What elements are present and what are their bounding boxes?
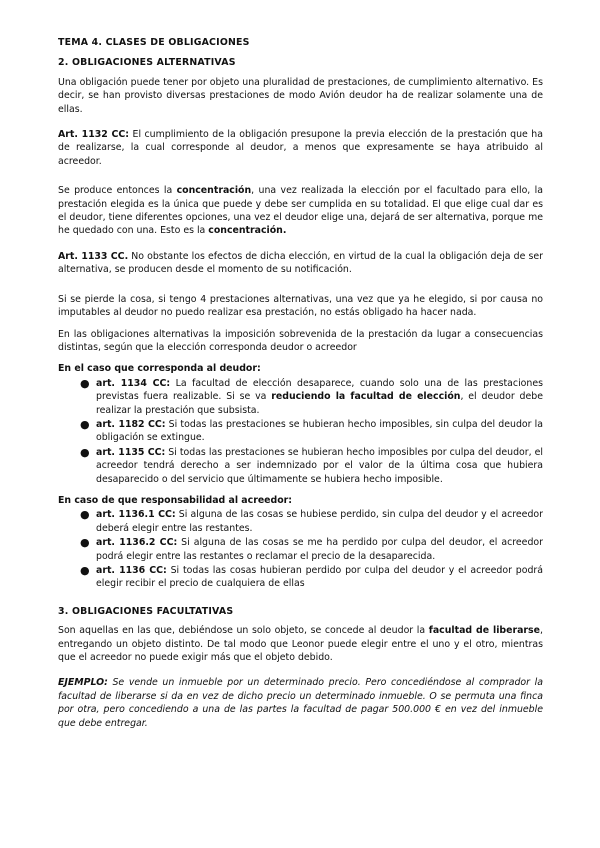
bullet-icon: ● <box>80 376 90 390</box>
article-text: Si todas las prestaciones se hubieran hecho imposibles por culpa del deudor, el acreedor tendrá derecho a ser indemnizado por el valor de la última cosa que hubiera desaparecido o del servicio que últimamente se hubiera hecho imposible. <box>96 446 543 485</box>
article-text: La facultad de elección desaparece, cuando solo una de las prestaciones previstas fuera realizable. Si se va <box>96 377 544 403</box>
article-label: art. 1136.1 CC: <box>96 509 176 521</box>
article-label: Art. 1132 CC: <box>58 129 130 141</box>
paragraph-imposicion: En las obligaciones alternativas la imposición sobrevenida de la prestación da lugar a consecuencias distintas, según que la elección corresponda deudor o acreedor <box>58 328 543 353</box>
bullet-icon: ● <box>80 564 90 577</box>
paragraph-art-1133 <box>58 250 543 277</box>
bullet-icon: ● <box>80 445 90 459</box>
bullet-icon: ● <box>80 417 90 431</box>
bullet-icon: ● <box>80 508 90 522</box>
list-item <box>80 417 544 445</box>
list-item <box>80 564 543 591</box>
paragraph-perdida: Si se pierde la cosa, si tengo 4 prestaciones alternativas, una vez que ya he elegido, si por causa no imputables al deudor no puedo realizar esa prestación, no estás obligado ha hacer nada. <box>58 293 543 319</box>
example-label: EJEMPLO: <box>58 677 108 689</box>
article-text: El cumplimiento de la obligación presupone la previa elección de la prestación que ha de realizarse, la cual corresponde al deudor, a menos que expresamente se haya atribuido al acreedor. <box>58 129 543 167</box>
bold-term: reduciendo la facultad de elección <box>271 391 461 403</box>
list-deudor <box>58 377 543 486</box>
bold-term: concentración. <box>208 225 287 237</box>
article-text: , el deudor debe realizar la prestación que subsista. <box>96 391 543 416</box>
article-text: No obstante los efectos de dicha elección, en virtud de la cual la obligación deja de ser alternativa, se producen desde el momento de su notificación. <box>58 250 543 276</box>
article-text: Si todas las cosas hubieran perdido por culpa del deudor y el acreedor podrá elegir recibir el precio de cualquiera de ellas <box>96 565 543 590</box>
article-label: art. 1135 CC: <box>96 446 166 458</box>
paragraph-definition: Una obligación puede tener por objeto una pluralidad de prestaciones, de cumplimiento alternativo. Es decir, se han provisto diversas prestaciones de modo Avión deudor ha de realizar solamente una de ellas. <box>58 76 543 115</box>
subheading-deudor: En el caso que corresponda al deudor: <box>58 363 261 375</box>
paragraph-art-1132 <box>58 128 543 168</box>
subheading-acreedor: En caso de que responsabilidad al acreedor: <box>58 494 293 506</box>
article-label: art. 1134 CC: <box>96 377 171 389</box>
document-title: TEMA 4. CLASES DE OBLIGACIONES <box>58 37 250 48</box>
section-heading-facultativas: 3. OBLIGACIONES FACULTATIVAS <box>58 605 234 617</box>
bullet-icon: ● <box>80 536 90 550</box>
article-label: art. 1136.2 CC: <box>96 537 178 549</box>
article-text: Si todas las prestaciones se hubieran hecho imposibles, sin culpa del deudor la obligación se extingue. <box>96 418 544 444</box>
paragraph-example <box>58 676 543 730</box>
list-item <box>80 376 544 417</box>
paragraph-concentracion <box>58 184 543 238</box>
list-item <box>80 508 543 535</box>
article-label: art. 1182 CC: <box>96 418 166 430</box>
article-label: art. 1136 CC: <box>96 565 167 576</box>
bold-term: concentración <box>176 185 252 197</box>
text-run: Se produce entonces la <box>58 185 177 197</box>
article-label: Art. 1133 CC. <box>58 250 129 262</box>
example-text: Se vende un inmueble por un determinado precio. Pero concediéndose al comprador la facultad de liberarse si da en vez de dicho precio un determinado inmueble. O se permuta una finca por otra, pero concediendo a una de las partes la facultad de pagar 500.000 € en vez del inmueble que debe entregar. <box>58 677 543 729</box>
article-text: Si alguna de las cosas se me ha perdido por culpa del deudor, el acreedor podrá elegir entre las restantes o reclamar el precio de la desaparecida. <box>96 537 543 562</box>
text-run: , una vez realizada la elección por el facultado para ello, la prestación elegida es la única que puede y debe ser cumplida en su totalidad. El que elige cual dar es el deudor, tiene diferentes opciones, una vez el deudor elige una, dejará de ser alternativa, porque me he quedado con una. Esto es la <box>58 185 544 237</box>
document-page <box>58 36 543 730</box>
paragraph-facultativas <box>58 624 543 664</box>
bold-term: facultad de liberarse <box>428 625 540 637</box>
list-item <box>80 445 543 486</box>
list-item <box>80 536 543 563</box>
list-acreedor <box>58 508 543 590</box>
section-heading-alternativas: 2. OBLIGACIONES ALTERNATIVAS <box>58 57 236 69</box>
article-text: Si alguna de las cosas se hubiese perdido, sin culpa del deudor y el acreedor deberá elegir entre las restantes. <box>96 509 543 534</box>
text-run: , entregando un objeto distinto. De tal modo que Leonor puede elegir entre el uno y el otro, mientras que el acreedor no puede exigir más que el objeto debido. <box>58 625 543 664</box>
text-run: Son aquellas en las que, debiéndose un solo objeto, se concede al deudor la <box>58 625 429 637</box>
